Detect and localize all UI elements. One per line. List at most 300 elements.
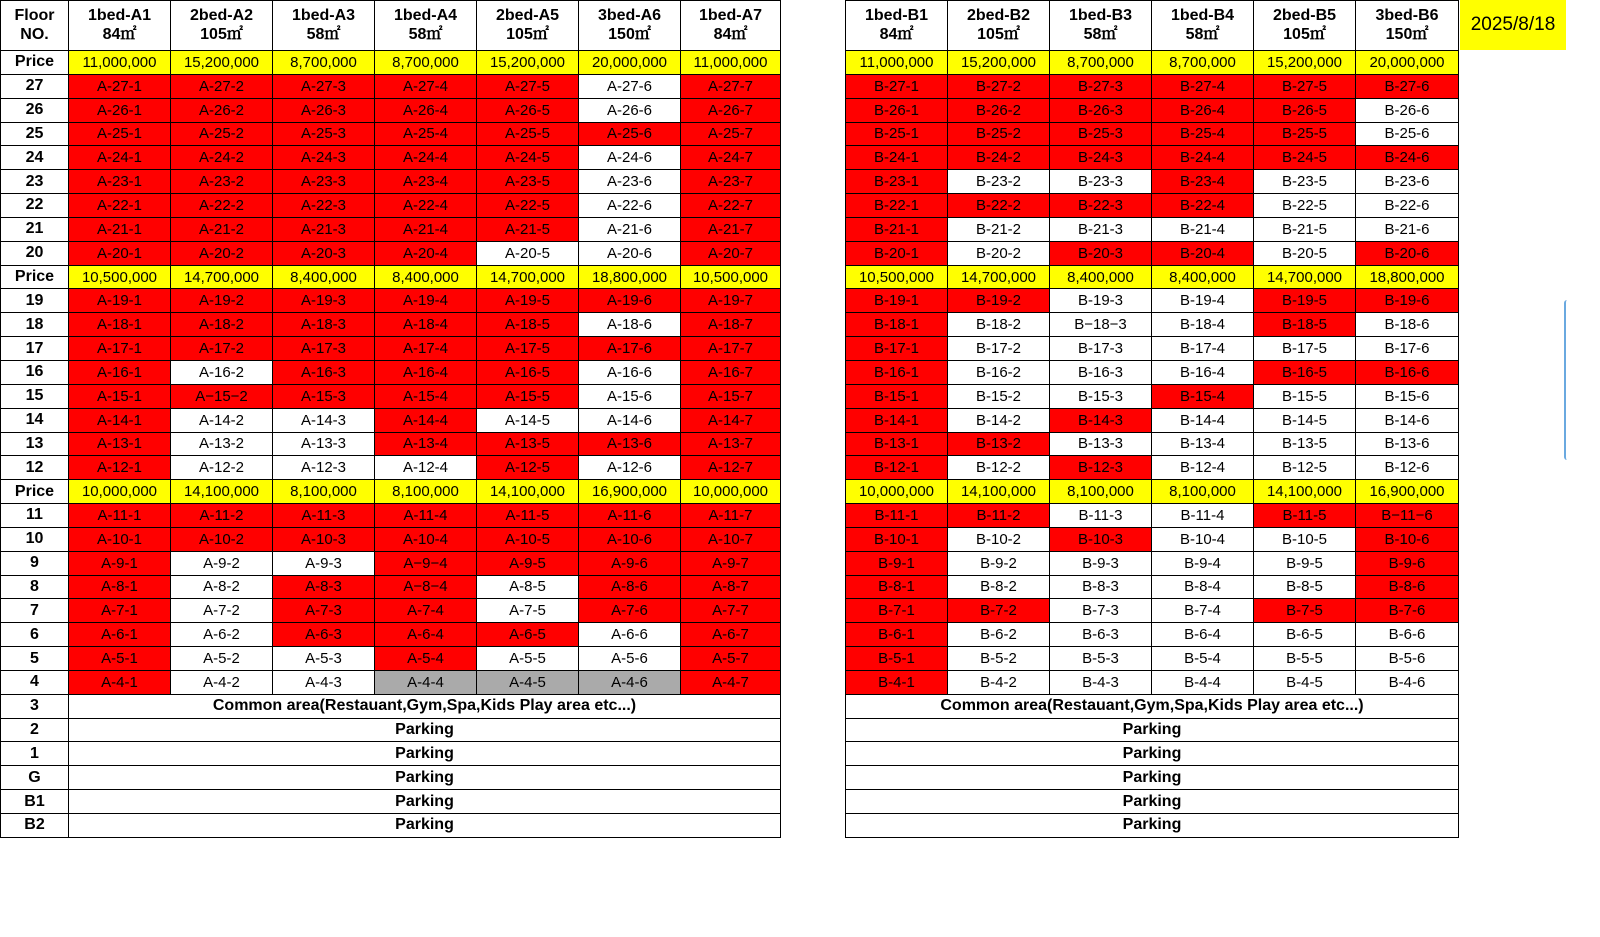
unit-cell: A-24-2 [171, 146, 273, 170]
unit-cell: B−18−3 [1050, 313, 1152, 337]
unit-cell: B-9-3 [1050, 551, 1152, 575]
unit-cell: A-9-2 [171, 551, 273, 575]
unit-price: 8,700,000 [1050, 51, 1152, 75]
unit-cell: A-5-6 [579, 647, 681, 671]
unit-cell: A-11-2 [171, 504, 273, 528]
floor-row [846, 337, 1459, 361]
unit-cell: B-9-2 [948, 551, 1050, 575]
floor-row [846, 122, 1459, 146]
unit-type-header [477, 1, 579, 51]
unit-cell: B-16-1 [846, 360, 948, 384]
unit-area-label: 105㎡ [506, 25, 549, 43]
unit-price: 8,100,000 [273, 480, 375, 504]
unit-price: 8,400,000 [375, 265, 477, 289]
floor-row [846, 146, 1459, 170]
unit-cell: A-25-4 [375, 122, 477, 146]
unit-cell: A-10-3 [273, 527, 375, 551]
unit-cell: B-15-3 [1050, 384, 1152, 408]
floor-number-header [1, 1, 69, 51]
unit-cell: A-9-3 [273, 551, 375, 575]
unit-cell: B-17-3 [1050, 337, 1152, 361]
unit-type-header [846, 1, 948, 51]
unit-cell: B-13-4 [1152, 432, 1254, 456]
unit-cell: B-12-1 [846, 456, 948, 480]
unit-cell: A-17-5 [477, 337, 579, 361]
unit-cell: B-19-4 [1152, 289, 1254, 313]
unit-area-label: 105㎡ [1283, 25, 1326, 43]
unit-cell: B-10-5 [1254, 527, 1356, 551]
floor-row [1, 670, 781, 694]
unit-cell: A-14-2 [171, 408, 273, 432]
unit-cell: B-10-2 [948, 527, 1050, 551]
unit-price: 14,100,000 [948, 480, 1050, 504]
unit-cell: A-12-3 [273, 456, 375, 480]
unit-cell: A-6-2 [171, 623, 273, 647]
floor-number: 26 [1, 98, 69, 122]
unit-cell: A-6-1 [69, 623, 171, 647]
unit-cell: A-14-3 [273, 408, 375, 432]
parking-label: Parking [846, 814, 1459, 838]
floor-number: 9 [1, 551, 69, 575]
unit-cell: B-25-3 [1050, 122, 1152, 146]
unit-cell: A-23-5 [477, 170, 579, 194]
unit-cell: B-15-1 [846, 384, 948, 408]
unit-cell: B-12-3 [1050, 456, 1152, 480]
unit-type-label: 2bed-A2 [189, 6, 254, 24]
unit-cell: B-24-1 [846, 146, 948, 170]
price-row [1, 265, 781, 289]
unit-type-label: 3bed-A6 [597, 6, 662, 24]
unit-cell: A-22-7 [681, 194, 781, 218]
unit-cell: A-21-2 [171, 217, 273, 241]
unit-cell: A-7-4 [375, 599, 477, 623]
tower-b-header-row [846, 1, 1459, 51]
corner-label-no: NO. [20, 25, 49, 43]
unit-cell: A-13-6 [579, 432, 681, 456]
unit-cell: B-6-6 [1356, 623, 1459, 647]
unit-cell: B-22-3 [1050, 194, 1152, 218]
unit-price: 8,100,000 [375, 480, 477, 504]
unit-area-label: 58㎡ [1185, 25, 1220, 43]
unit-cell: A-7-6 [579, 599, 681, 623]
unit-cell: A-23-7 [681, 170, 781, 194]
unit-cell: A-21-1 [69, 217, 171, 241]
unit-cell: A-16-2 [171, 360, 273, 384]
unit-cell: B-20-6 [1356, 241, 1459, 265]
unit-cell: A-10-1 [69, 527, 171, 551]
unit-cell: A-15-6 [579, 384, 681, 408]
unit-cell: A-14-6 [579, 408, 681, 432]
amenity-row [846, 766, 1459, 790]
unit-type-label: 1bed-A7 [698, 6, 763, 24]
unit-cell: A-16-4 [375, 360, 477, 384]
unit-cell: A-11-6 [579, 504, 681, 528]
floor-row [846, 647, 1459, 671]
unit-type-label: 1bed-A1 [87, 6, 152, 24]
unit-cell: A-11-3 [273, 504, 375, 528]
unit-cell: A-16-1 [69, 360, 171, 384]
floor-row [1, 360, 781, 384]
unit-price: 8,100,000 [1152, 480, 1254, 504]
tower-a-header-row [1, 1, 781, 51]
unit-cell: B-10-3 [1050, 527, 1152, 551]
unit-type-label: 2bed-A5 [495, 6, 560, 24]
unit-area-label: 84㎡ [713, 25, 748, 43]
unit-price: 10,000,000 [681, 480, 781, 504]
unit-cell: B-18-6 [1356, 313, 1459, 337]
unit-cell: B-9-1 [846, 551, 948, 575]
unit-cell: A-5-4 [375, 647, 477, 671]
unit-cell: B-17-5 [1254, 337, 1356, 361]
unit-area-label: 150㎡ [1385, 25, 1429, 43]
unit-cell: B-25-4 [1152, 122, 1254, 146]
unit-cell: B-10-1 [846, 527, 948, 551]
unit-cell: A-13-2 [171, 432, 273, 456]
floor-row [846, 313, 1459, 337]
unit-cell: A-8-7 [681, 575, 781, 599]
unit-cell: B-25-2 [948, 122, 1050, 146]
amenity-row [1, 694, 781, 718]
floor-number: 17 [1, 337, 69, 361]
unit-cell: B-26-1 [846, 98, 948, 122]
unit-cell: A-4-5 [477, 670, 579, 694]
unit-cell: B-4-2 [948, 670, 1050, 694]
floor-number: 18 [1, 313, 69, 337]
unit-cell: B-27-5 [1254, 74, 1356, 98]
unit-cell: B-12-6 [1356, 456, 1459, 480]
unit-cell: A-27-2 [171, 74, 273, 98]
unit-cell: A-24-7 [681, 146, 781, 170]
unit-type-label: 2bed-B5 [1272, 6, 1337, 24]
unit-cell: B-11-4 [1152, 504, 1254, 528]
unit-cell: A-25-1 [69, 122, 171, 146]
unit-cell: A-18-7 [681, 313, 781, 337]
unit-price: 18,800,000 [579, 265, 681, 289]
unit-cell: A-4-2 [171, 670, 273, 694]
price-row [846, 480, 1459, 504]
unit-cell: B-25-5 [1254, 122, 1356, 146]
unit-cell: B-21-6 [1356, 217, 1459, 241]
unit-cell: B-6-3 [1050, 623, 1152, 647]
unit-cell: B-16-3 [1050, 360, 1152, 384]
floor-row [846, 456, 1459, 480]
unit-cell: B-22-6 [1356, 194, 1459, 218]
unit-cell: A-22-2 [171, 194, 273, 218]
unit-type-header [579, 1, 681, 51]
floor-row [846, 241, 1459, 265]
unit-cell: B-20-5 [1254, 241, 1356, 265]
unit-cell: B-5-6 [1356, 647, 1459, 671]
unit-cell: A-7-5 [477, 599, 579, 623]
unit-cell: B-19-2 [948, 289, 1050, 313]
unit-price: 15,200,000 [1254, 51, 1356, 75]
unit-cell: A-8-5 [477, 575, 579, 599]
unit-cell: B-24-2 [948, 146, 1050, 170]
floor-number: 11 [1, 504, 69, 528]
unit-price: 10,000,000 [846, 480, 948, 504]
floor-row [1, 146, 781, 170]
unit-cell: A-17-1 [69, 337, 171, 361]
floor-row [846, 432, 1459, 456]
unit-cell: A-15-7 [681, 384, 781, 408]
unit-cell: B-11-1 [846, 504, 948, 528]
corner-label-floor: Floor [14, 6, 55, 24]
unit-price: 16,900,000 [579, 480, 681, 504]
unit-cell: B-8-5 [1254, 575, 1356, 599]
tower-a-body [1, 1, 781, 838]
unit-cell: A-21-6 [579, 217, 681, 241]
floor-row [1, 456, 781, 480]
unit-cell: A-11-4 [375, 504, 477, 528]
unit-cell: A-8-1 [69, 575, 171, 599]
floor-row [1, 647, 781, 671]
unit-cell: A-10-7 [681, 527, 781, 551]
unit-cell: B-18-4 [1152, 313, 1254, 337]
floor-number: 10 [1, 527, 69, 551]
parking-label: Parking [69, 742, 781, 766]
floor-row [846, 289, 1459, 313]
floor-number: 2 [1, 718, 69, 742]
unit-area-label: 84㎡ [102, 25, 137, 43]
unit-cell: A-23-4 [375, 170, 477, 194]
floor-row [846, 98, 1459, 122]
unit-cell: A-13-5 [477, 432, 579, 456]
floor-row [1, 575, 781, 599]
unit-type-header [1356, 1, 1459, 51]
floor-row [846, 74, 1459, 98]
floor-number: 24 [1, 146, 69, 170]
unit-cell: B-21-3 [1050, 217, 1152, 241]
floor-number: 12 [1, 456, 69, 480]
unit-cell: A-10-4 [375, 527, 477, 551]
unit-cell: B-8-6 [1356, 575, 1459, 599]
unit-cell: B-19-6 [1356, 289, 1459, 313]
unit-price: 14,100,000 [171, 480, 273, 504]
unit-price: 8,400,000 [1050, 265, 1152, 289]
floor-number: 23 [1, 170, 69, 194]
unit-cell: A-25-6 [579, 122, 681, 146]
unit-cell: B-7-6 [1356, 599, 1459, 623]
unit-cell: B-4-3 [1050, 670, 1152, 694]
unit-cell: A-6-7 [681, 623, 781, 647]
unit-price: 10,500,000 [69, 265, 171, 289]
price-row [846, 51, 1459, 75]
floor-row [846, 504, 1459, 528]
floor-number: 22 [1, 194, 69, 218]
unit-price: 15,200,000 [477, 51, 579, 75]
amenity-row [846, 814, 1459, 838]
unit-cell: A-25-3 [273, 122, 375, 146]
unit-cell: A-27-4 [375, 74, 477, 98]
unit-cell: B-13-6 [1356, 432, 1459, 456]
unit-cell: B-12-2 [948, 456, 1050, 480]
unit-cell: B-20-2 [948, 241, 1050, 265]
unit-price: 8,400,000 [273, 265, 375, 289]
floor-row [846, 384, 1459, 408]
unit-cell: A-11-5 [477, 504, 579, 528]
unit-cell: A-14-5 [477, 408, 579, 432]
unit-cell: A-23-6 [579, 170, 681, 194]
unit-cell: B-18-1 [846, 313, 948, 337]
unit-cell: A-20-4 [375, 241, 477, 265]
unit-price: 8,700,000 [273, 51, 375, 75]
unit-cell: B-25-6 [1356, 122, 1459, 146]
floor-row [1, 384, 781, 408]
unit-cell: A-26-5 [477, 98, 579, 122]
unit-cell: A-19-5 [477, 289, 579, 313]
unit-cell: A-6-4 [375, 623, 477, 647]
unit-cell: B-23-5 [1254, 170, 1356, 194]
unit-cell: A-26-4 [375, 98, 477, 122]
floor-row [846, 360, 1459, 384]
unit-cell: B-6-1 [846, 623, 948, 647]
unit-cell: B-21-2 [948, 217, 1050, 241]
unit-cell: B-8-1 [846, 575, 948, 599]
floor-number: 25 [1, 122, 69, 146]
unit-cell: B-6-4 [1152, 623, 1254, 647]
floor-row [1, 170, 781, 194]
amenity-row [846, 790, 1459, 814]
floor-number: 14 [1, 408, 69, 432]
parking-label: Parking [69, 718, 781, 742]
unit-cell: A−15−2 [171, 384, 273, 408]
floor-number: 4 [1, 670, 69, 694]
amenity-row [1, 814, 781, 838]
unit-area-label: 105㎡ [977, 25, 1020, 43]
unit-cell: B-12-5 [1254, 456, 1356, 480]
parking-label: Parking [69, 790, 781, 814]
floor-row [846, 194, 1459, 218]
floor-number: G [1, 766, 69, 790]
floor-number: 8 [1, 575, 69, 599]
unit-cell: A-23-1 [69, 170, 171, 194]
unit-cell: A−9−4 [375, 551, 477, 575]
unit-price: 10,500,000 [681, 265, 781, 289]
unit-cell: B-10-6 [1356, 527, 1459, 551]
unit-cell: A-7-2 [171, 599, 273, 623]
unit-cell: A-15-4 [375, 384, 477, 408]
unit-cell: B-26-5 [1254, 98, 1356, 122]
price-row [1, 480, 781, 504]
unit-area-label: 58㎡ [408, 25, 443, 43]
unit-price: 18,800,000 [1356, 265, 1459, 289]
unit-cell: A-20-6 [579, 241, 681, 265]
unit-price: 8,100,000 [1050, 480, 1152, 504]
unit-cell: B-21-1 [846, 217, 948, 241]
unit-cell: A-9-7 [681, 551, 781, 575]
parking-label: Parking [69, 814, 781, 838]
unit-cell: A-20-1 [69, 241, 171, 265]
unit-cell: A-8-6 [579, 575, 681, 599]
floor-row [846, 599, 1459, 623]
edge-scroll-indicator [1564, 300, 1570, 460]
unit-cell: B-11-3 [1050, 504, 1152, 528]
unit-cell: A-17-6 [579, 337, 681, 361]
unit-cell: A-11-1 [69, 504, 171, 528]
unit-cell: B-26-4 [1152, 98, 1254, 122]
unit-cell: A-14-1 [69, 408, 171, 432]
floor-row [846, 408, 1459, 432]
unit-cell: B-18-5 [1254, 313, 1356, 337]
unit-cell: A-22-6 [579, 194, 681, 218]
unit-cell: A-24-3 [273, 146, 375, 170]
unit-cell: A-24-4 [375, 146, 477, 170]
unit-cell: A-22-1 [69, 194, 171, 218]
unit-cell: B-27-4 [1152, 74, 1254, 98]
floor-row [1, 599, 781, 623]
unit-cell: A-13-3 [273, 432, 375, 456]
unit-cell: A-12-6 [579, 456, 681, 480]
floor-row [846, 551, 1459, 575]
unit-cell: A-9-6 [579, 551, 681, 575]
unit-cell: A-18-5 [477, 313, 579, 337]
amenity-row [846, 742, 1459, 766]
unit-type-label: 1bed-B4 [1170, 6, 1235, 24]
unit-cell: A-12-1 [69, 456, 171, 480]
floor-row [1, 504, 781, 528]
unit-cell: B-13-5 [1254, 432, 1356, 456]
unit-cell: B-5-1 [846, 647, 948, 671]
unit-cell: A-16-7 [681, 360, 781, 384]
unit-cell: B-22-1 [846, 194, 948, 218]
unit-type-label: 1bed-B1 [864, 6, 929, 24]
unit-cell: A-5-7 [681, 647, 781, 671]
unit-cell: B-4-1 [846, 670, 948, 694]
unit-cell: B-22-4 [1152, 194, 1254, 218]
unit-cell: B-24-4 [1152, 146, 1254, 170]
unit-cell: B-7-2 [948, 599, 1050, 623]
floor-row [1, 623, 781, 647]
unit-cell: A-13-1 [69, 432, 171, 456]
unit-price: 10,000,000 [69, 480, 171, 504]
unit-cell: B-21-5 [1254, 217, 1356, 241]
unit-area-label: 105㎡ [200, 25, 243, 43]
unit-price: 11,000,000 [681, 51, 781, 75]
unit-type-header [1050, 1, 1152, 51]
floor-number: 7 [1, 599, 69, 623]
unit-cell: A-5-5 [477, 647, 579, 671]
unit-cell: A-14-7 [681, 408, 781, 432]
unit-price: 14,100,000 [477, 480, 579, 504]
unit-price: 15,200,000 [948, 51, 1050, 75]
price-row-label: Price [1, 265, 69, 289]
unit-cell: B-23-1 [846, 170, 948, 194]
floor-row [846, 670, 1459, 694]
floor-number: B2 [1, 814, 69, 838]
parking-label: Parking [846, 790, 1459, 814]
floor-number: 19 [1, 289, 69, 313]
unit-cell: B-27-3 [1050, 74, 1152, 98]
unit-cell: A-23-3 [273, 170, 375, 194]
unit-cell: A-6-6 [579, 623, 681, 647]
floor-number: 16 [1, 360, 69, 384]
floor-number: 6 [1, 623, 69, 647]
unit-price: 11,000,000 [846, 51, 948, 75]
unit-cell: A-10-2 [171, 527, 273, 551]
unit-cell: B-14-2 [948, 408, 1050, 432]
unit-cell: A-4-7 [681, 670, 781, 694]
unit-cell: A-26-2 [171, 98, 273, 122]
unit-cell: B-17-1 [846, 337, 948, 361]
unit-cell: B-5-4 [1152, 647, 1254, 671]
unit-cell: B-19-1 [846, 289, 948, 313]
unit-cell: A-18-2 [171, 313, 273, 337]
amenity-row [1, 766, 781, 790]
unit-area-label: 84㎡ [879, 25, 914, 43]
unit-cell: A-26-7 [681, 98, 781, 122]
unit-type-header [69, 1, 171, 51]
unit-cell: A-20-3 [273, 241, 375, 265]
